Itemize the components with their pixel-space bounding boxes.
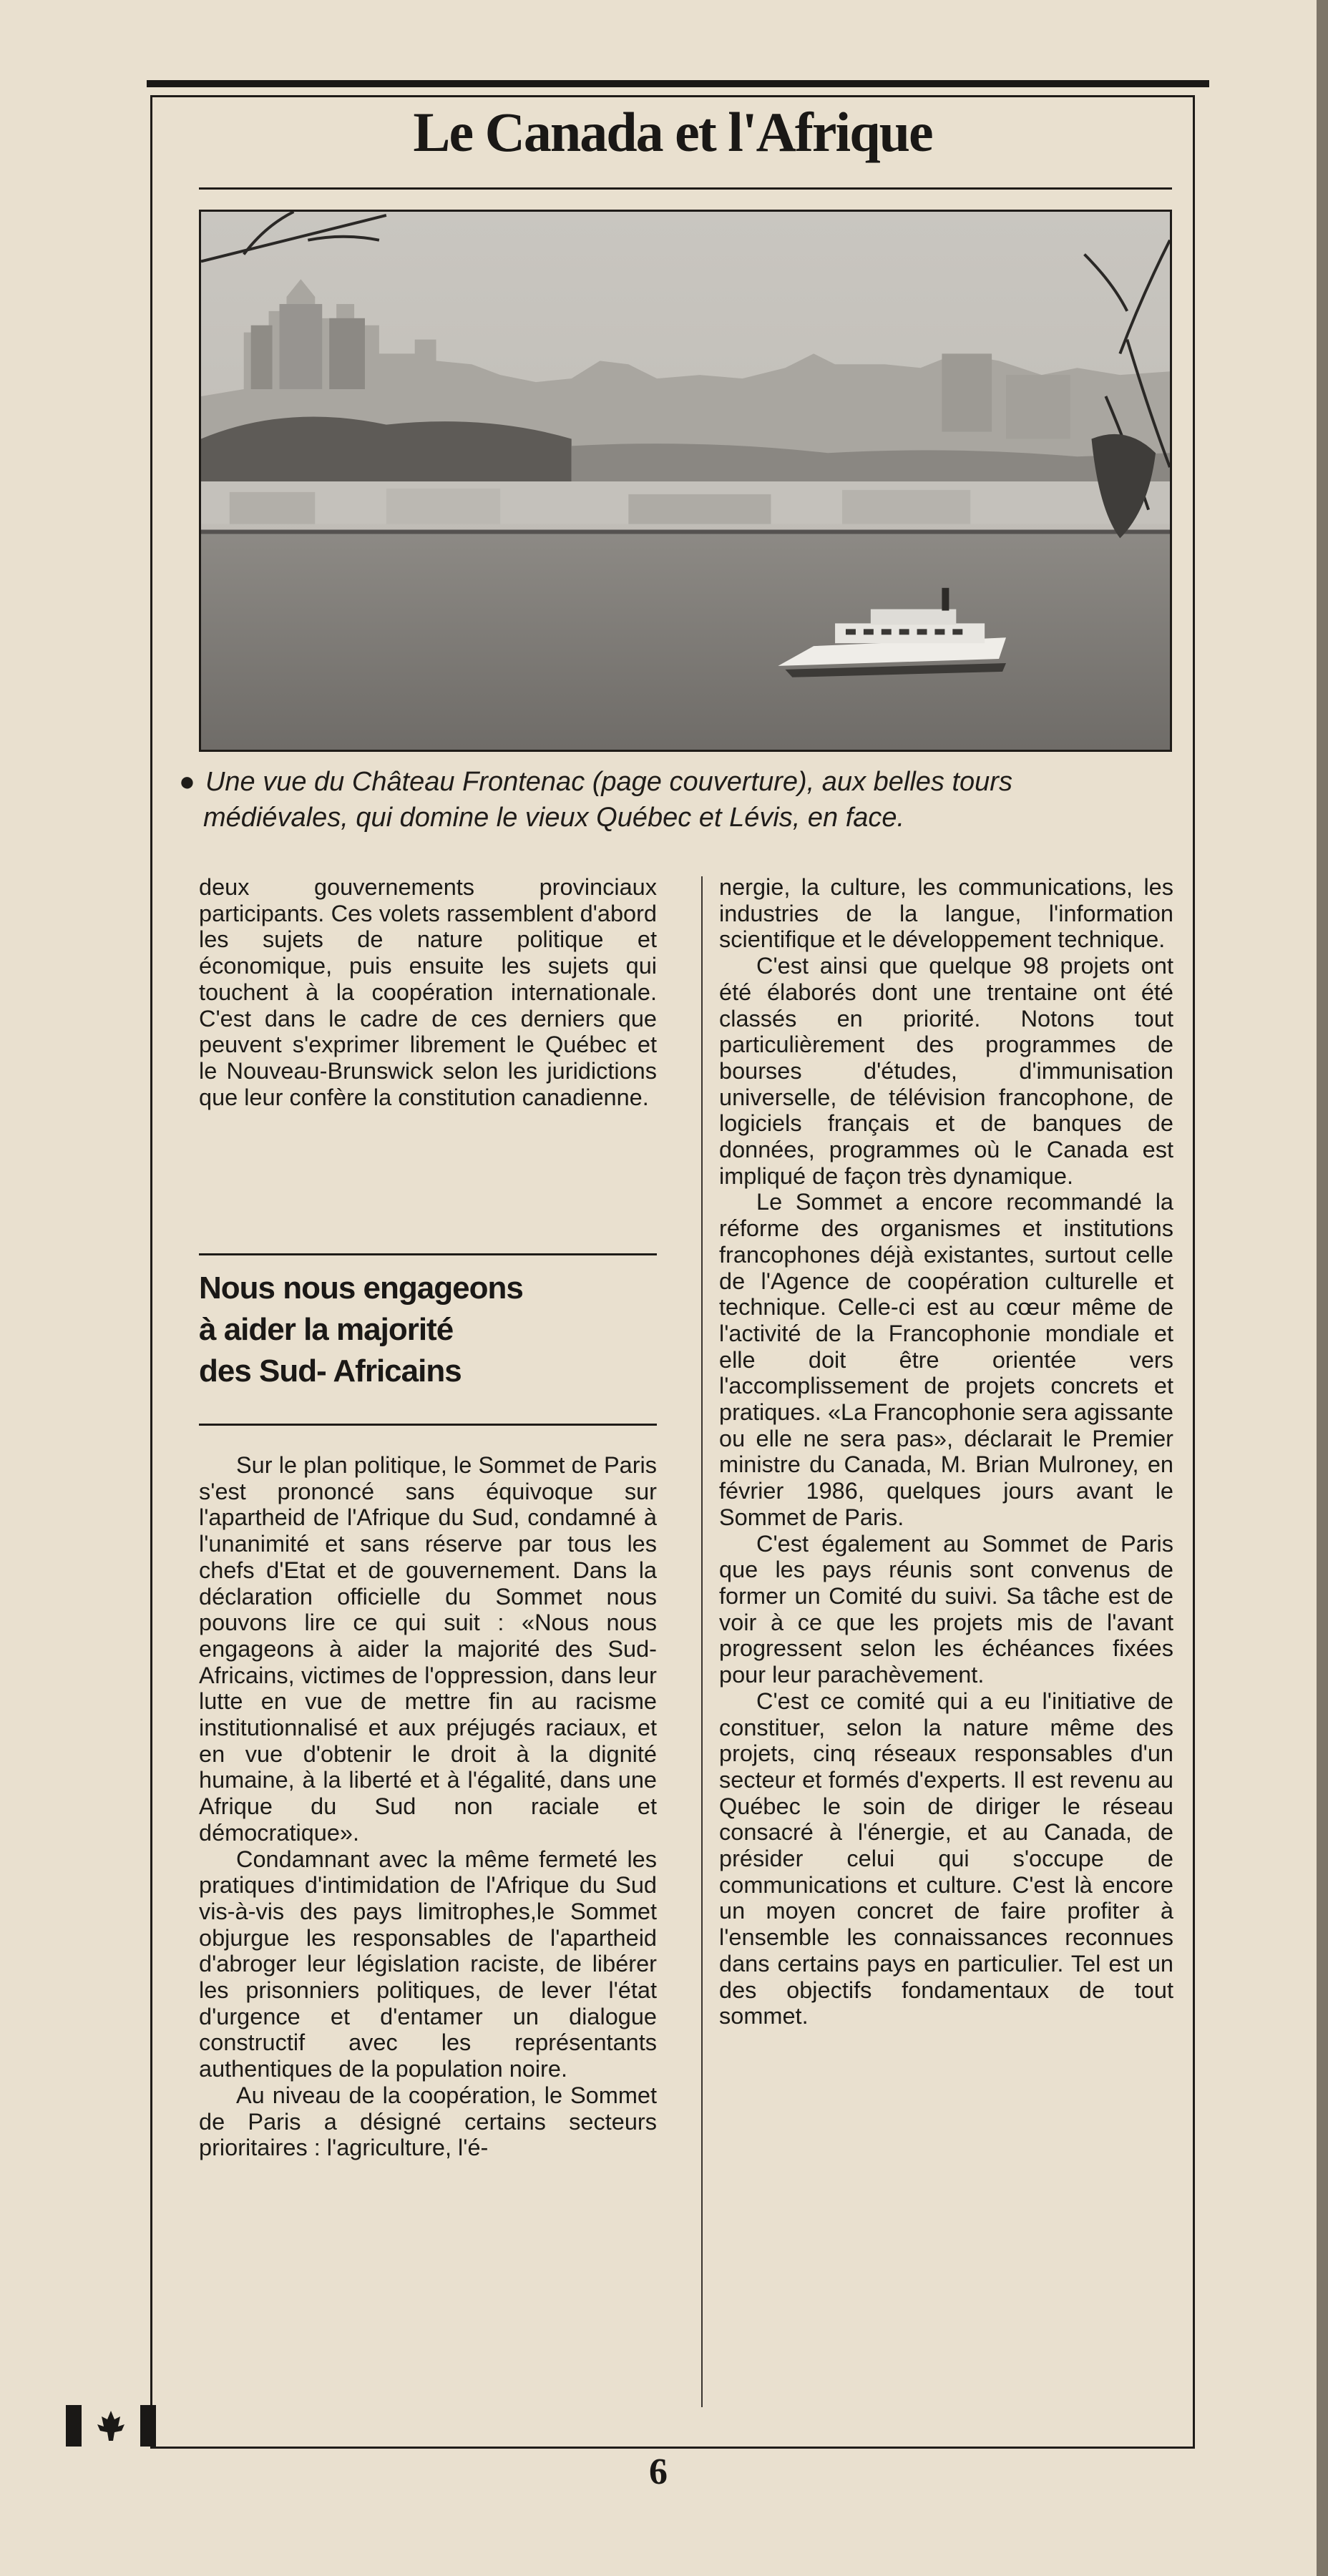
page-title: Le Canada et l'Afrique <box>413 101 932 163</box>
left-column-top <box>199 874 657 1110</box>
right-paragraph: C'est également au Sommet de Paris que les pays réunis sont convenus de former un Comité du suivi. Sa tâche est de voir à ce que les projets mis de l'avant progressent selon les échéances fixées pour leur parachèvement. <box>719 1530 1173 1688</box>
page-edge <box>1317 0 1328 2576</box>
left-intro-paragraph: deux gouvernements provinciaux participants. Ces volets rassemblent d'abord les sujets de nature politique et économique, puis ensuite les sujets qui touchent à la coopération internationale. C'est dans le cadre de ces derniers que peuvent s'exprimer librement le Québec et le Nouveau-Brunswick selon les juridictions que leur confère la constitution canadienne. <box>199 874 657 1110</box>
left-paragraph: Au niveau de la coopération, le Sommet de Paris a désigné certains secteurs prioritaires : l'agriculture, l'é- <box>199 2082 657 2161</box>
right-paragraph: nergie, la culture, les communications, les industries de la langue, l'information scientifique et le développement technique. <box>719 874 1173 953</box>
caption-line-2: médiévales, qui domine le vieux Québec et Lévis, en face. <box>203 803 905 833</box>
right-paragraph: Le Sommet a encore recommandé la réforme des organismes et institutions francophones déjà existantes, surtout celle de l'Agence de coopération culturelle et technique. Celle-ci est au cœur même de l'activité de la Francophonie mondiale et elle doit être orientée vers l'accomplissement de projets concrets et pratiques. «La Francophonie sera agissante ou elle ne sera pas», déclarait le Premier ministre du Canada, M. Brian Mulroney, en février 1986, quelques jours avant le Sommet de Paris. <box>719 1189 1173 1530</box>
left-paragraph: Condamnant avec la même fermeté les pratiques d'intimidation de l'Afrique du Sud vis-à-vis des pays limitrophes,le Sommet objurgue les responsables de l'apartheid d'abroger leur législation raciste, de libérer les prisonniers politiques, de lever l'état d'urgence et d'entamer un dialogue constructif avec les représentants authentiques de la population noire. <box>199 1846 657 2082</box>
left-paragraph: Sur le plan politique, le Sommet de Paris s'est prononcé sans équivoque sur l'apartheid de l'Afrique du Sud, condamné à l'unanimité et sans réserve par tous les chefs d'Etat et de gouvernement. Dans la déclaration officielle du Sommet nous pouvons lire ce qui suit : «Nous nous engageons à aider la majorité des Sud-Africains, victimes de l'oppression, dans leur lutte en vue de mettre fin au racisme institutionnalisé et aux préjugés raciaux, et en vue d'obtenir le droit à la dignité humaine, à la liberté et à l'égalité, dans une Afrique du Sud non raciale et démocratique». <box>199 1452 657 1846</box>
bullet-icon: ● <box>179 767 195 797</box>
subheading-line-2: à aider la majorité <box>199 1312 454 1347</box>
column-divider <box>701 876 703 2407</box>
left-column-body <box>199 1452 657 2161</box>
photo-image <box>201 212 1170 750</box>
caption-line-1: Une vue du Château Frontenac (page couverture), aux belles tours <box>205 767 1012 797</box>
page-number: 6 <box>649 2452 668 2492</box>
canadian-flag-icon <box>66 2405 156 2447</box>
subheading-line-1: Nous nous engageons <box>199 1270 523 1306</box>
subheading-line-3: des Sud- Africains <box>199 1353 462 1389</box>
right-paragraph: C'est ce comité qui a eu l'initiative de constituer, selon la nature même des projets, cinq réseaux responsables d'un secteur et formés d'experts. Il est revenu au Québec le soin de diriger le réseau consacré à l'énergie, et au Canada, de présider celui qui s'occupe de communications et culture. C'est là encore un moyen concret de faire profiter à l'ensemble les connaissances reconnues dans certains pays en particulier. Tel est un des objectifs fondamentaux de tout sommet. <box>719 1688 1173 2029</box>
top-rule <box>147 80 1209 87</box>
right-column <box>719 874 1173 2029</box>
section-subheading <box>199 1268 657 1392</box>
chateau-frontenac-photo <box>199 210 1172 752</box>
photo-caption <box>179 764 1152 836</box>
subheading-rule-top <box>199 1253 657 1255</box>
right-paragraph: C'est ainsi que quelque 98 projets ont été élaborés dont une trentaine ont été classés en priorité. Notons tout particulièrement des programmes de bourses d'études, d'immunisation universelle, de télévision francophone, de logiciels français et de banques de données, programmes où le Canada est impliqué de façon très dynamique. <box>719 953 1173 1189</box>
title-rule <box>199 187 1172 190</box>
subheading-rule-bottom <box>199 1424 657 1426</box>
